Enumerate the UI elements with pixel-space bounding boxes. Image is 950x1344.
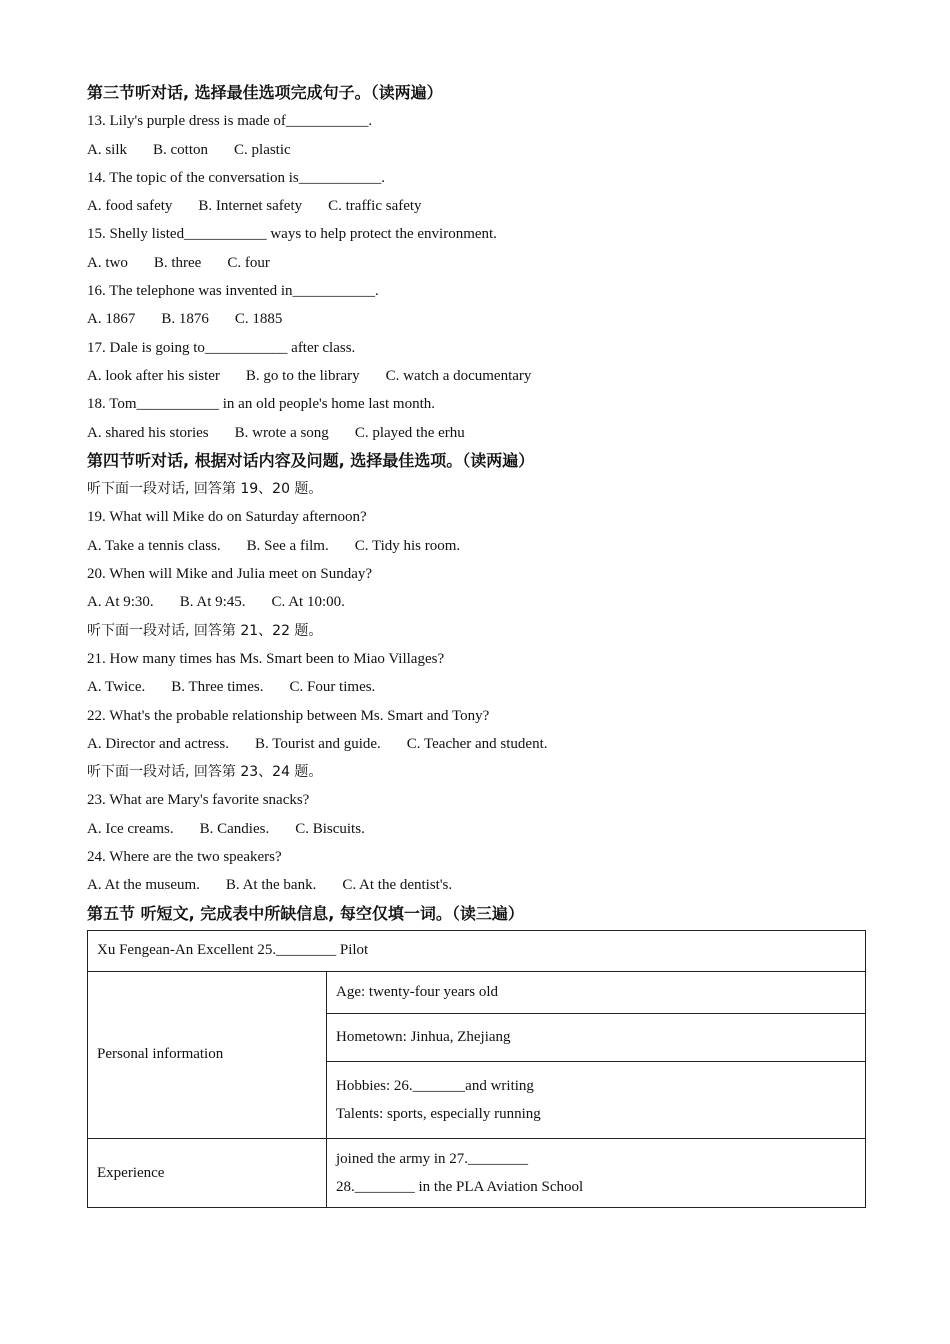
option-b: B. cotton <box>153 141 209 158</box>
option-a: A. Director and actress. <box>87 735 230 752</box>
option-b: B. Three times. <box>171 679 264 696</box>
experience-cell <box>327 1138 866 1207</box>
question-17: 17. Dale is going to___________ after class. <box>87 339 356 356</box>
option-b: B. See a film. <box>246 537 329 554</box>
option-a: A. 1867 <box>87 311 136 328</box>
option-a: A. silk <box>87 141 128 158</box>
options-14 <box>87 192 867 220</box>
option-c: C. plastic <box>234 141 291 158</box>
options-20 <box>87 588 867 616</box>
option-c: C. watch a documentary <box>385 367 532 384</box>
section4-title: 第四节听对话, 根据对话内容及问题, 选择最佳选项。（读两遍） <box>87 450 535 470</box>
option-c: C. four <box>227 254 270 271</box>
options-15 <box>87 249 867 277</box>
question-19: 19. What will Mike do on Saturday afternoon? <box>87 509 367 526</box>
option-c: C. At 10:00. <box>271 594 345 611</box>
option-a: A. Ice creams. <box>87 820 174 837</box>
options-23 <box>87 815 867 843</box>
option-b: B. three <box>153 254 202 271</box>
option-a: A. food safety <box>87 198 173 215</box>
option-b: B. Internet safety <box>198 198 303 215</box>
options-22 <box>87 730 867 758</box>
option-a: A. look after his sister <box>87 367 220 384</box>
option-a: A. Take a tennis class. <box>87 537 221 554</box>
question-23: 23. What are Mary's favorite snacks? <box>87 792 310 809</box>
question-18: 18. Tom___________ in an old people's home last month. <box>87 396 436 413</box>
question-22: 22. What's the probable relationship between Ms. Smart and Tony? <box>87 707 490 724</box>
personal-info-label: Personal information <box>88 971 327 1138</box>
experience-label: Experience <box>88 1138 327 1207</box>
section5-title: 第五节 听短文, 完成表中所缺信息, 每空仅填一词。（读三遍） <box>87 903 524 923</box>
option-c: C. 1885 <box>234 311 283 328</box>
options-21 <box>87 673 867 701</box>
table-row <box>88 930 866 971</box>
option-c: C. Four times. <box>289 679 376 696</box>
options-19 <box>87 532 867 560</box>
document-page <box>87 79 867 1208</box>
question-13: 13. Lily's purple dress is made of___________. <box>87 113 373 130</box>
option-b: B. At 9:45. <box>179 594 246 611</box>
group-intro-23-24: 听下面一段对话, 回答第 23、24 题。 <box>87 764 323 781</box>
age-cell: Age: twenty-four years old <box>327 971 866 1013</box>
experience-line-1: joined the army in 27.________ <box>336 1150 529 1167</box>
question-21: 21. How many times has Ms. Smart been to Miao Villages? <box>87 650 445 667</box>
info-table <box>87 930 866 1208</box>
section3-title: 第三节听对话, 选择最佳选项完成句子。（读两遍） <box>87 83 443 102</box>
table-header-cell: Xu Fengean-An Excellent 25.________ Pilot <box>88 930 866 971</box>
hobbies-text: Hobbies: 26._______and writing <box>336 1077 534 1094</box>
option-c: C. At the dentist's. <box>342 877 453 894</box>
options-16 <box>87 305 867 333</box>
options-18 <box>87 419 867 447</box>
option-a: A. At 9:30. <box>87 594 154 611</box>
hometown-cell: Hometown: Jinhua, Zhejiang <box>327 1013 866 1061</box>
question-20: 20. When will Mike and Julia meet on Sunday? <box>87 566 373 583</box>
question-24: 24. Where are the two speakers? <box>87 849 282 866</box>
options-17 <box>87 362 867 390</box>
question-14: 14. The topic of the conversation is___________. <box>87 169 386 186</box>
option-b: B. go to the library <box>245 367 360 384</box>
option-c: C. played the erhu <box>354 424 465 441</box>
option-a: A. shared his stories <box>87 424 209 441</box>
option-b: B. Candies. <box>199 820 270 837</box>
group-intro-21-22: 听下面一段对话, 回答第 21、22 题。 <box>87 622 323 639</box>
option-b: B. At the bank. <box>225 877 317 894</box>
options-24 <box>87 871 867 899</box>
question-15: 15. Shelly listed___________ ways to help protect the environment. <box>87 226 497 243</box>
option-b: B. Tourist and guide. <box>255 735 381 752</box>
options-13 <box>87 136 867 164</box>
hobbies-talents-cell <box>327 1061 866 1138</box>
experience-line-2: 28.________ in the PLA Aviation School <box>336 1178 584 1195</box>
group-intro-19-20: 听下面一段对话, 回答第 19、20 题。 <box>87 481 323 498</box>
table-row <box>88 1138 866 1207</box>
option-a: A. two <box>87 254 128 271</box>
question-16: 16. The telephone was invented in___________. <box>87 283 379 300</box>
option-c: C. Tidy his room. <box>354 537 461 554</box>
option-a: A. Twice. <box>87 679 146 696</box>
option-c: C. Teacher and student. <box>406 735 548 752</box>
option-c: C. traffic safety <box>328 198 422 215</box>
option-c: C. Biscuits. <box>295 820 365 837</box>
table-row <box>88 971 866 1013</box>
talents-text: Talents: sports, especially running <box>336 1105 541 1122</box>
option-a: A. At the museum. <box>87 877 200 894</box>
option-b: B. 1876 <box>161 311 209 328</box>
option-b: B. wrote a song <box>234 424 329 441</box>
